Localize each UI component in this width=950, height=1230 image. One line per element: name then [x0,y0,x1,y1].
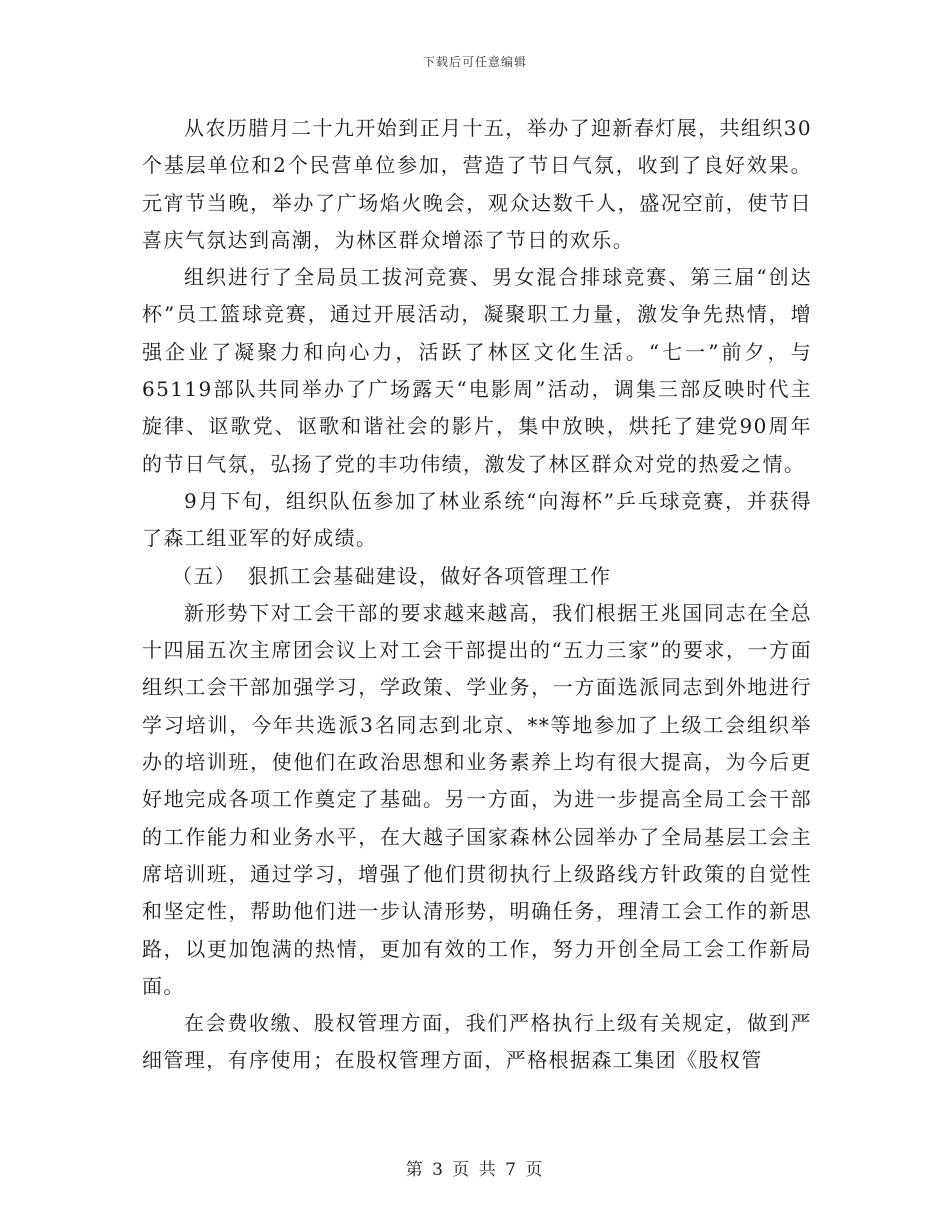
paragraph-lantern-festival: 从农历腊月二十九开始到正月十五，举办了迎新春灯展，共组织30个基层单位和2个民营单位参加，营造了节日气氛，收到了良好效果。元宵节当晚，举办了广场焰火晚会，观众达数千人，盛况空前，使节日喜庆气氛达到高潮，为林区群众增添了节日的欢乐。 [142,116,812,252]
page-number: 第 3 页 共 7 页 [405,1160,545,1180]
document-body [142,110,812,1080]
paragraph-dues-equity: 在会费收缴、股权管理方面，我们严格执行上级有关规定，做到严细管理，有序使用；在股权管理方面，严格根据森工集团《股权管 [142,1011,812,1073]
paragraph-cadre-training: 新形势下对工会干部的要求越来越高，我们根据王兆国同志在全总十四届五次主席团会议上对工会干部提出的“五力三家”的要求，一方面组织工会干部加强学习，学政策、学业务，一方面选派同志到外地进行学习培训，今年共选派3名同志到北京、**等地参加了上级工会组织举办的培训班，使他们在政治思想和业务素养上均有很大提高，为今后更好地完成各项工作奠定了基础。另一方面，为进一步提高全局工会干部的工作能力和业务水平，在大越子国家森林公园举办了全局基层工会主席培训班，通过学习，增强了他们贯彻执行上级路线方针政策的自觉性和坚定性，帮助他们进一步认清形势，明确任务，理清工会工作的新思路，以更加饱满的热情，更加有效的工作，努力开创全局工会工作新局面。 [142,600,812,998]
section-heading-five: （五） 狠抓工会基础建设，做好各项管理工作 [172,563,612,588]
paragraph-table-tennis: 9月下旬，组织队伍参加了林业系统“向海杯”乒乓球竞赛，并获得了森工组亚军的好成绩。 [142,488,812,551]
page-header: 下载后可任意编辑 [422,55,527,69]
paragraph-sports-events: 组织进行了全局员工拔河竞赛、男女混合排球竞赛、第三届“创达杯”员工篮球竞赛，通过开展活动，凝聚职工力量，激发争先热情，增强企业了凝聚力和向心力，活跃了林区文化生活。“七一”前夕，与65119部队共同举办了广场露天“电影周”活动，调集三部反映时代主旋律、讴歌党、讴歌和谐社会的影片，集中放映，烘托了建党90周年的节日气氛，弘扬了党的丰功伟绩，激发了林区群众对党的热爱之情。 [142,265,812,476]
